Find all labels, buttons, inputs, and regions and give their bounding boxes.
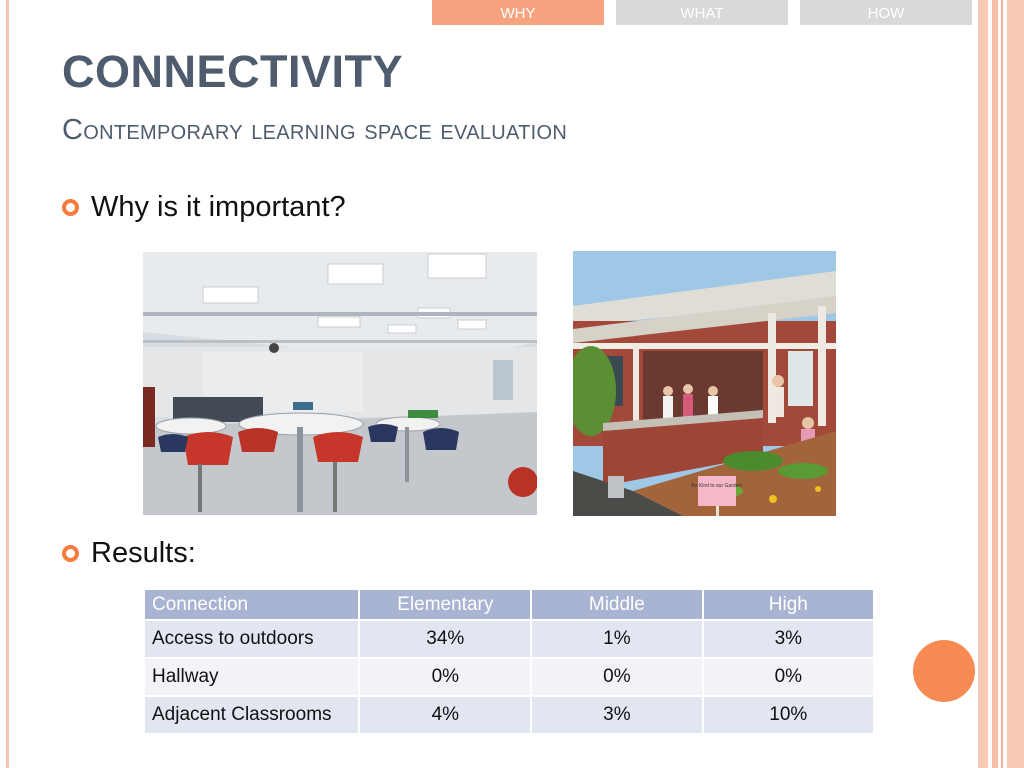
cell-middle: 0% (531, 658, 702, 696)
bullet-text: Why is it important? (91, 190, 346, 223)
bullet-ring-icon (62, 545, 79, 562)
cell-elementary: 34% (359, 620, 531, 658)
results-table (143, 588, 875, 735)
cell-high: 0% (703, 658, 874, 696)
cell-elementary: 0% (359, 658, 531, 696)
tab-why[interactable]: WHY (432, 0, 604, 25)
bullet-ring-icon (62, 199, 79, 216)
column-header-elementary: Elementary (359, 589, 531, 620)
table-header-row (144, 589, 874, 620)
right-decorative-stripes (978, 0, 1024, 768)
cell-elementary: 4% (359, 696, 531, 734)
column-header-high: High (703, 589, 874, 620)
row-label: Adjacent Classrooms (144, 696, 359, 734)
decorative-orange-circle (913, 640, 975, 702)
bullet-why-important (62, 187, 346, 227)
column-header-middle: Middle (531, 589, 702, 620)
garden-sign-text: Be Kind to our Garden! (691, 483, 743, 489)
table-row (144, 696, 874, 734)
bullet-text: Results: (91, 536, 196, 569)
column-header-connection: Connection (144, 589, 359, 620)
classroom-photo (143, 252, 537, 515)
tab-what[interactable]: WHAT (616, 0, 788, 25)
table-row (144, 658, 874, 696)
cell-high: 10% (703, 696, 874, 734)
cell-high: 3% (703, 620, 874, 658)
slide-title: CONNECTIVITY (62, 46, 404, 97)
table-row (144, 620, 874, 658)
cell-middle: 1% (531, 620, 702, 658)
bullet-results (62, 533, 196, 573)
row-label: Hallway (144, 658, 359, 696)
row-label: Access to outdoors (144, 620, 359, 658)
cell-middle: 3% (531, 696, 702, 734)
tab-how[interactable]: HOW (800, 0, 972, 25)
slide-subtitle: Contemporary learning space evaluation (62, 114, 568, 146)
garden-photo (573, 251, 836, 516)
left-decorative-stripe (6, 0, 9, 768)
